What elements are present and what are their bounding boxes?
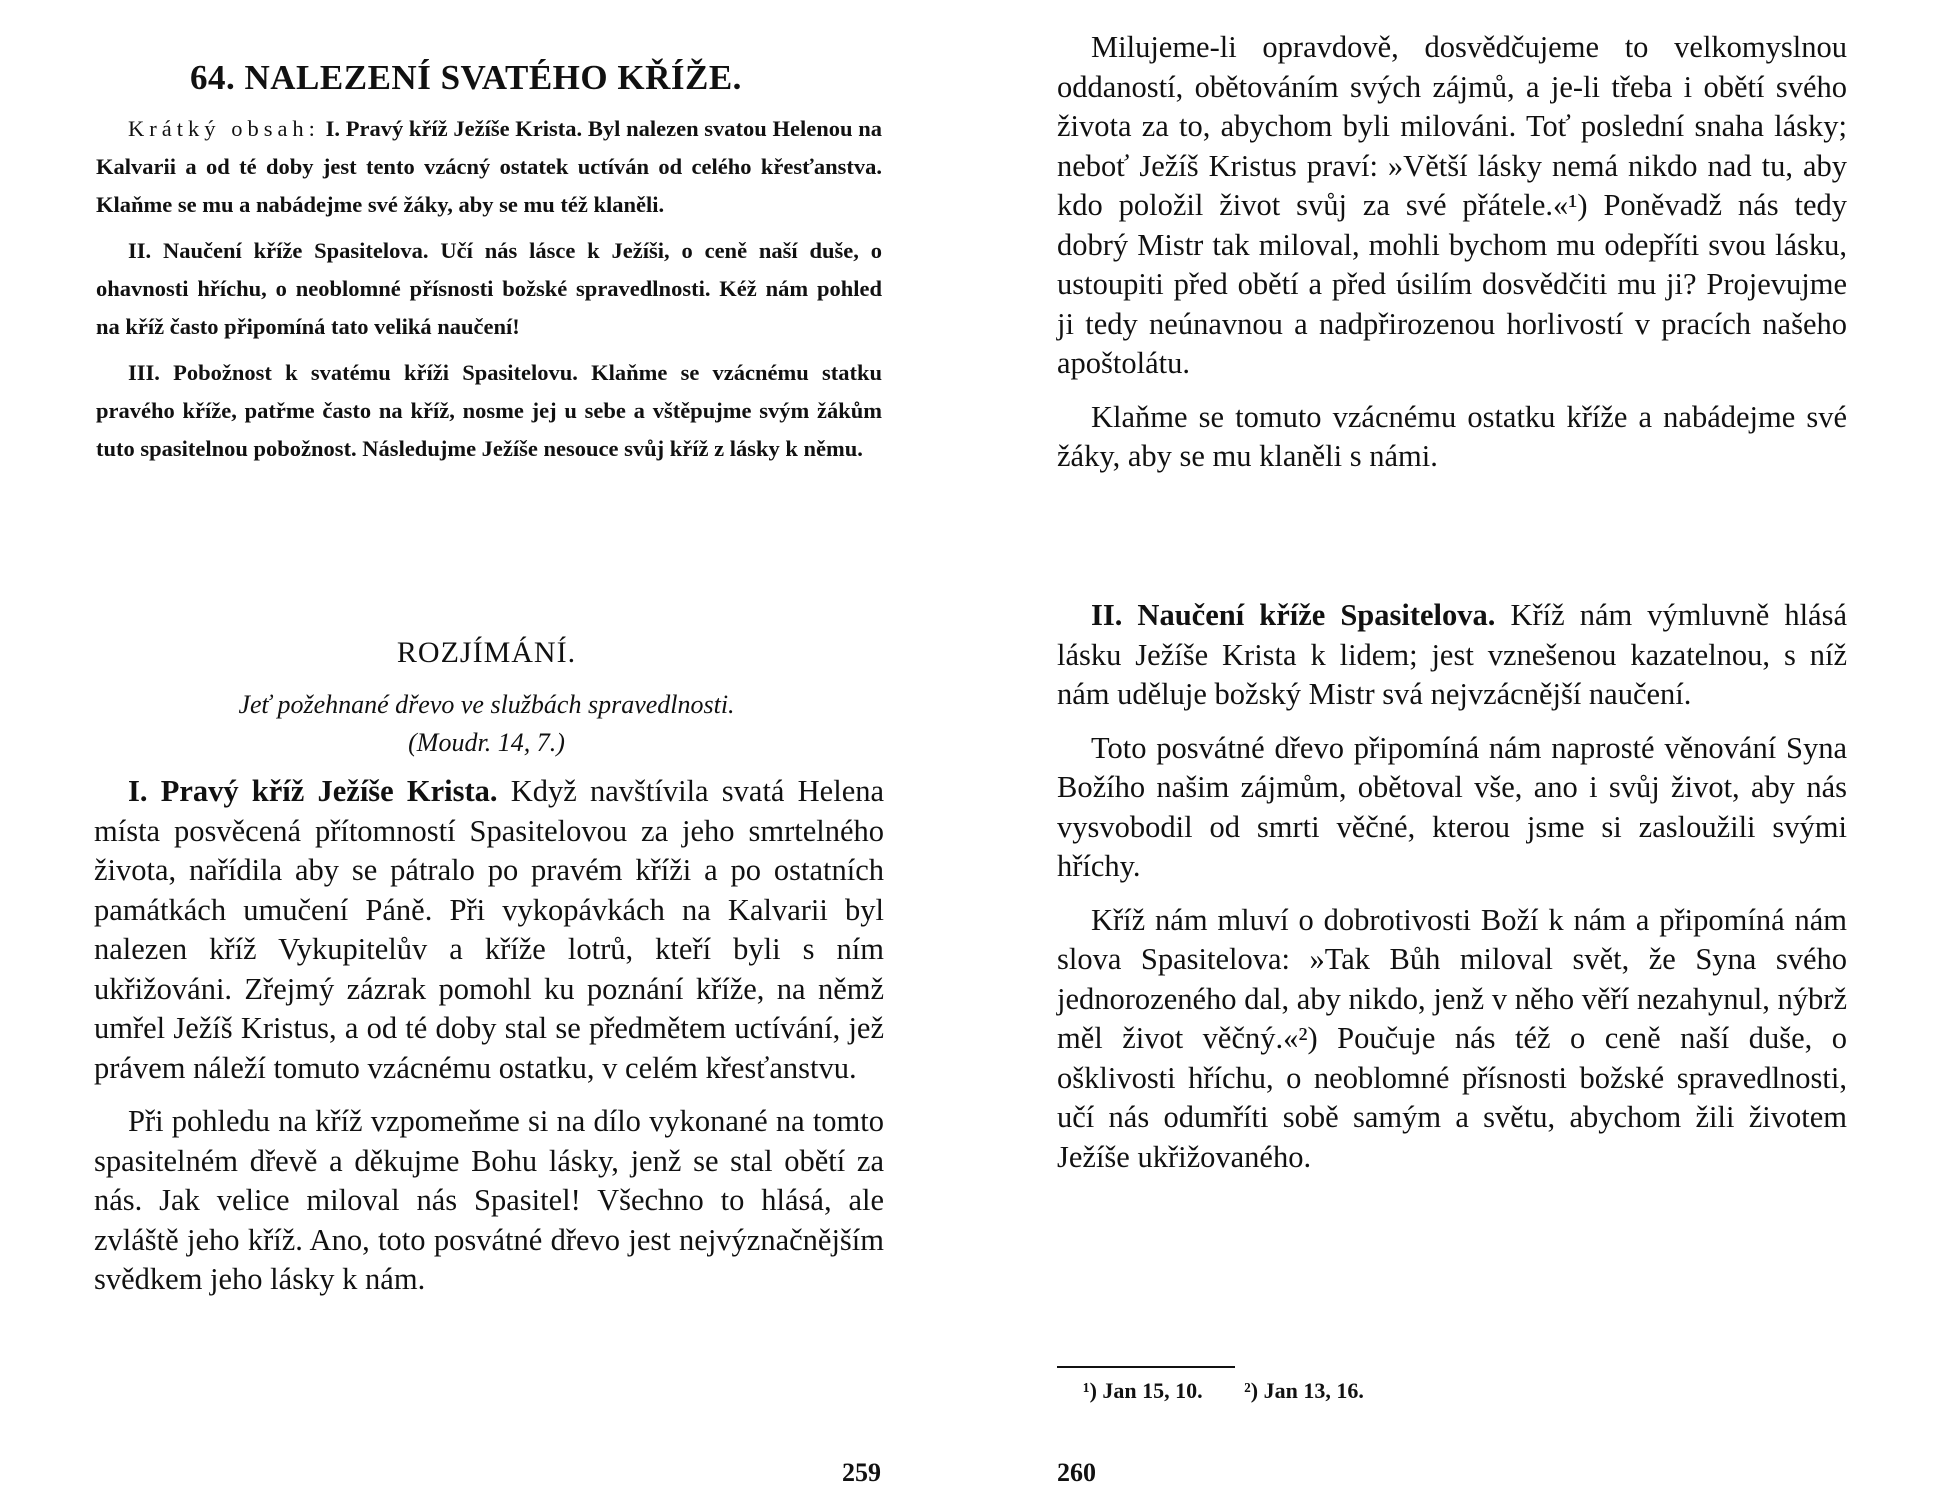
- right-body-text: [1057, 28, 1847, 491]
- right-p3-text: Kříž nám výmluvně hlásá lásku Ježíše Krista k lidem; jest vznešenou kazatelnou, s níž nám uděluje božský Mistr svá nejvzácnější naučení.: [1057, 598, 1848, 711]
- right-paragraph-4: Toto posvátné dřevo připomíná nám naprosté věnování Syna Božího našim zájmům, obětoval vše, ano i svůj život, aby nás vysvobodil od smrti věčné, kterou jsme si zasloužili svými hříchy.: [1057, 730, 1847, 883]
- right-paragraph-2: Klaňme se tomuto vzácnému ostatku kříže a nabádejme své žáky, aby se mu klaněli s námi.: [1057, 399, 1847, 473]
- summary-p3-text: Klaňme se vzácnému statku pravého kříže, patřme často na kříž, nosme jej u sebe a vštěpujme svým žákům tuto spasitelnou pobožnost. Následujme Ježíše nesouce svůj kříž z lásky k němu.: [96, 360, 882, 461]
- body-paragraph-2: Při pohledu na kříž vzpomeňme si na dílo vykonané na tomto spasitelném dřevě a děkujme Bohu lásky, jenž se stal obětí za nás. Jak velice miloval nás Spasitel! Všechno to hlásá, ale zvláště jeho kříž. Ano, toto posvátné dřevo jest nejvýznačnějším svědkem jeho lásky k nám.: [94, 1104, 884, 1296]
- chapter-title: 64. NALEZENÍ SVATÉHO KŘÍŽE.: [190, 58, 742, 97]
- motto-line-2: (Moudr. 14, 7.): [408, 728, 565, 757]
- right-paragraph-1: Milujeme-li opravdově, dosvědčujeme to velkomyslnou oddaností, obětováním svých zájmů, a je-li třeba i obětí svého života za to, abychom byli milováni. Toť poslední snaha lásky; neboť Ježíš Kristus praví: »Větší lásky nemá nikdo nad tu, aby kdo položil život svůj za své přátele.«¹) Poněvadž nás tedy dobrý Mistr tak miloval, mohli bychom mu odepříti svou lásku, ustoupiti před obětí a před úsilím dosvědčiti mu ji? Projevujme ji tedy neúnavnou a nadpřirozenou horlivostí v pracích našeho apoštolátu.: [1057, 30, 1847, 380]
- summary-paragraph-3: [96, 354, 882, 468]
- right-p3-head: II. Naučení kříže Spasitelova.: [1091, 598, 1496, 632]
- summary-p1-text: Byl nalezen svatou Helenou na Kalvarii a od té doby jest tento vzácný ostatek uctíván od celého křesťanstva. Klaňme se mu a nabádejme své žáky, aby se mu též klaněli.: [96, 116, 883, 217]
- page-number-right: 260: [1057, 1458, 1096, 1487]
- summary-block: [96, 110, 882, 476]
- left-body-text: [94, 772, 884, 1314]
- summary-paragraph-1: [96, 110, 882, 224]
- summary-p1-head: I. Pravý kříž Ježíše Krista.: [325, 116, 583, 141]
- motto: [0, 686, 973, 762]
- summary-p2-text: Učí nás lásce k Ježíši, o ceně naší duše, o ohavnosti hříchu, o neoblomné přísnosti božské spravedlnosti. Kéž nám pohled na kříž často připomíná tato veliká naučení!: [96, 238, 883, 339]
- page-number-left: 259: [842, 1458, 881, 1487]
- footnotes: [1083, 1378, 1400, 1404]
- footnote-rule: [1057, 1366, 1235, 1368]
- right-body-text-2: [1057, 596, 1847, 1191]
- summary-paragraph-2: [96, 232, 882, 346]
- motto-line-1: Jeť požehnané dřevo ve službách spravedlnosti.: [238, 690, 735, 719]
- summary-p3-head: III. Pobožnost k svatému kříži Spasitelovu.: [128, 360, 578, 385]
- right-paragraph-3: [1057, 596, 1847, 715]
- right-paragraph-5: Kříž nám mluví o dobrotivosti Boží k nám a připomíná nám slova Spasitelova: »Tak Bůh miloval svět, že Syna svého jednorozeného dal, aby nikdo, jenž v něho věří nezahynul, nýbrž měl život věčný.«²) Poučuje nás též o ceně naší duše, o ošklivosti hříchu, o neoblomné přísnosti božské spravedlnosti, učí nás odumříti sobě samým a světu, abychom žili životem Ježíše ukřižovaného.: [1057, 902, 1847, 1174]
- meditation-heading: ROZJÍMÁNÍ.: [396, 636, 577, 669]
- body-paragraph-1: [94, 772, 884, 1088]
- body-p1-text: Když navštívila svatá Helena místa posvěcená přítomností Spasitelovou za jeho smrtelného života, nařídila aby se pátralo po pravém kříži a po ostatních památkách umučení Páně. Při vykopávkách na Kalvarii byl nalezen kříž Vykupitelův a kříže lotrů, kteří byli s ním ukřižováni. Zřejmý zázrak pomohl ku poznání kříže, na němž umřel Ježíš Kristus, a od té doby stal se předmětem uctívání, jež právem náleží tomuto vzácnému ostatku, v celém křesťanstvu.: [94, 774, 885, 1085]
- footnote-2: ²) Jan 13, 16.: [1244, 1378, 1364, 1403]
- summary-p2-head: II. Naučení kříže Spasitelova.: [128, 238, 429, 263]
- footnote-1: ¹) Jan 15, 10.: [1083, 1378, 1203, 1403]
- right-page: [973, 0, 1946, 1500]
- summary-label: Krátký obsah:: [128, 116, 320, 141]
- body-p1-head: I. Pravý kříž Ježíše Krista.: [128, 774, 498, 808]
